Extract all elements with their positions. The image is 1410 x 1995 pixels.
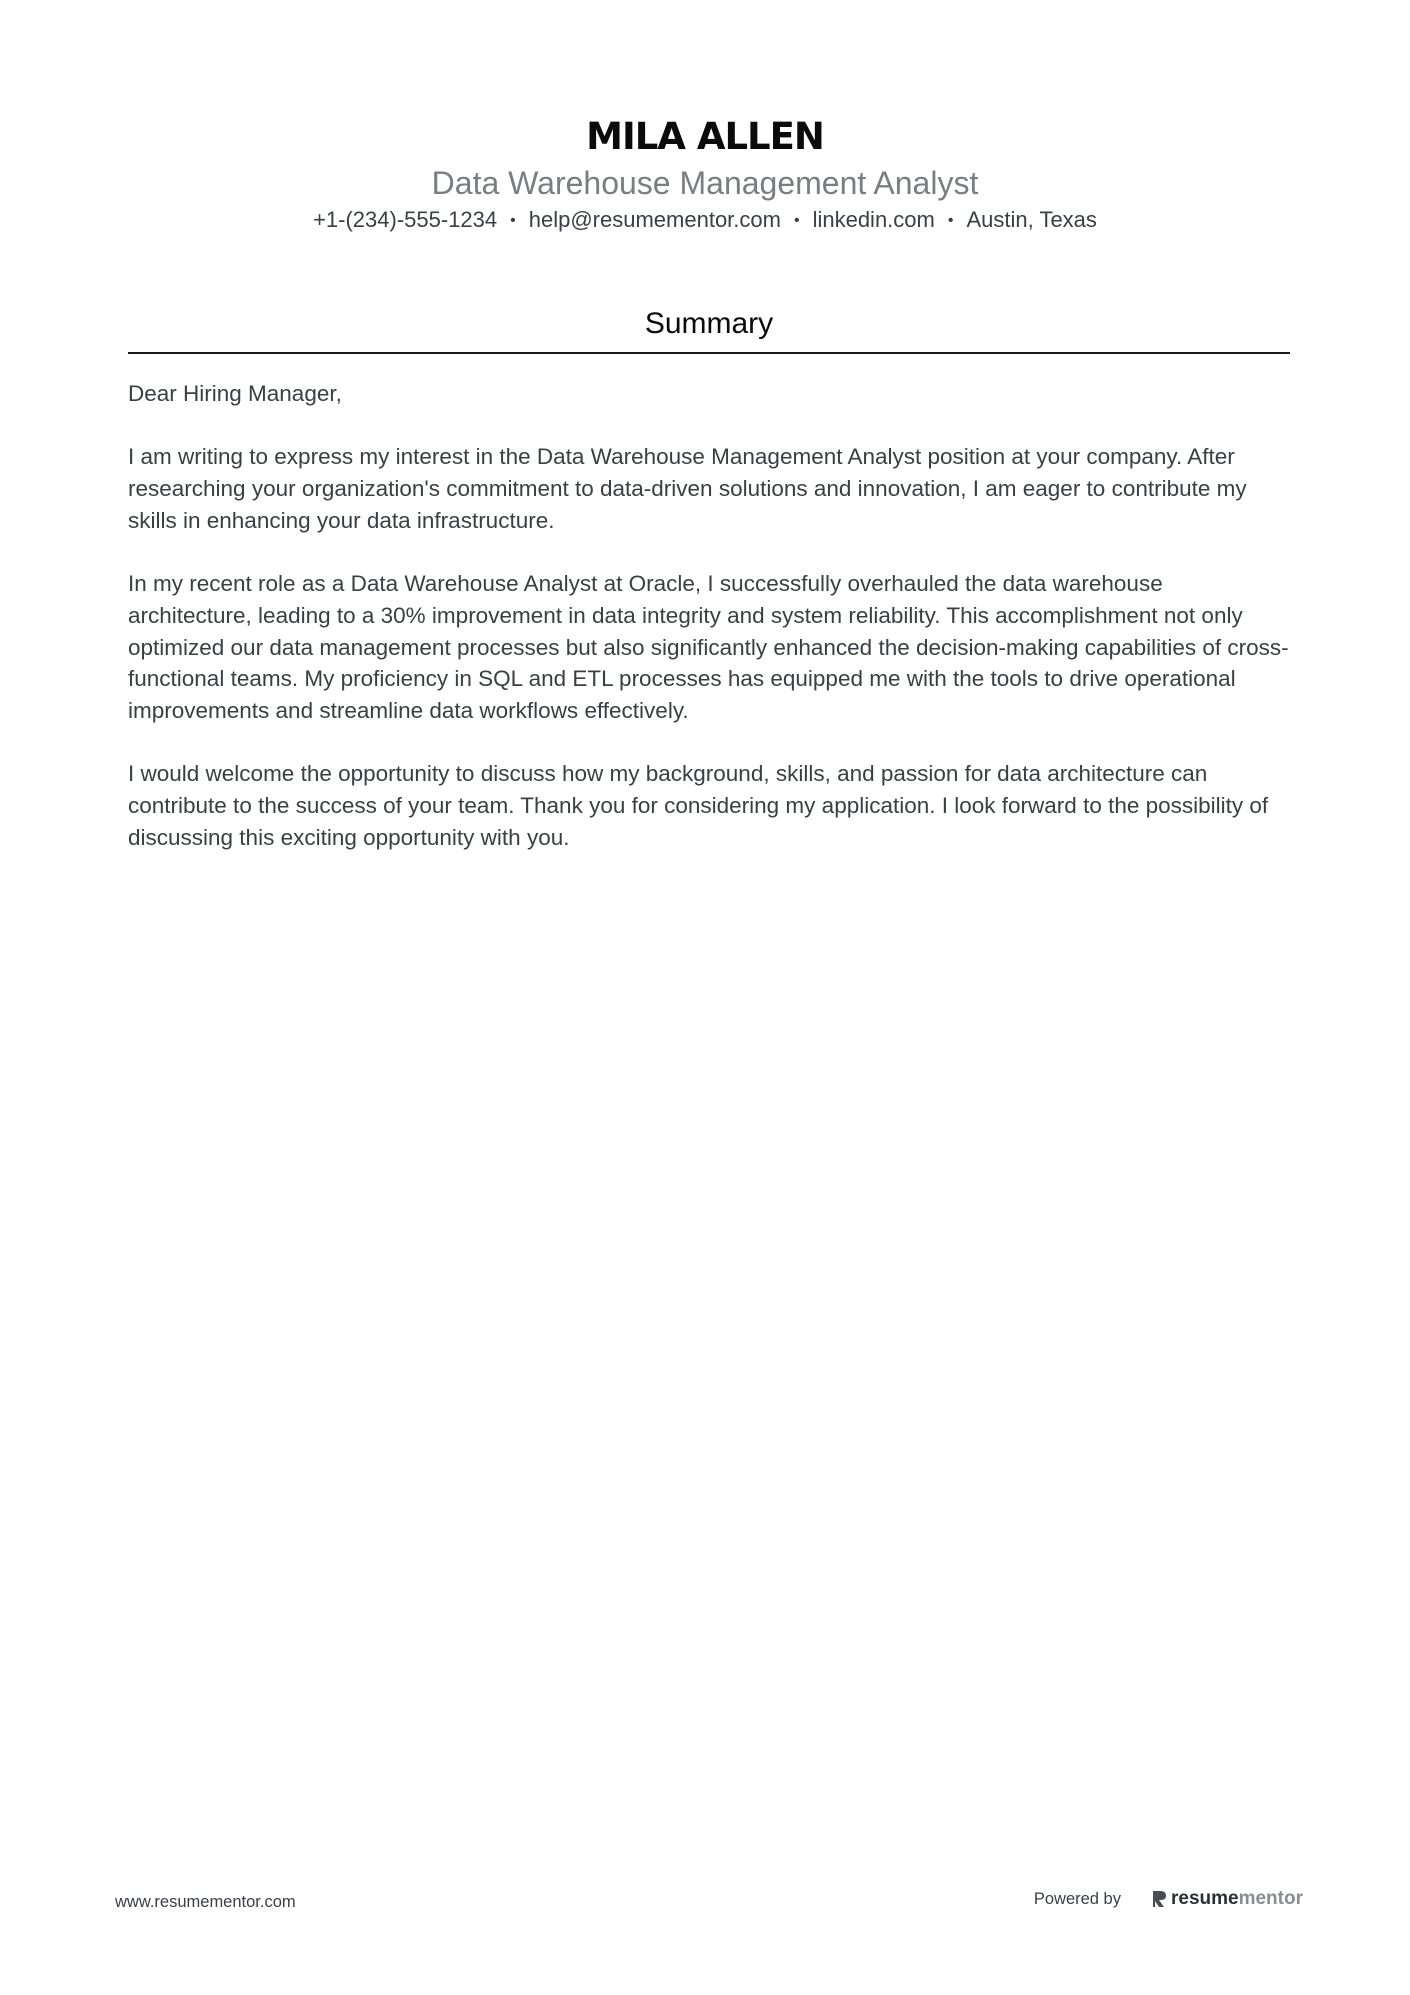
candidate-name: MILA ALLEN [586,115,824,158]
contact-email[interactable]: help@resumementor.com [528,207,781,232]
contact-location: Austin, Texas [966,207,1097,232]
brand-name-part1: resume [1170,1888,1239,1909]
footer-website[interactable]: www.resumementor.com [115,1893,296,1911]
paragraph-closing: I would welcome the opportunity to discuss how my background, skills, and passion for data architecture can contribute to the success of your team. Thank you for considering my application. I look forward to the possibility of discussing this exciting opportunity with you. [128,761,1269,850]
summary-section [128,302,1290,885]
brand-name-part2: mentor [1238,1888,1303,1909]
separator-dot: • [510,212,516,229]
contact-phone: +1-(234)-555-1234 [313,207,498,232]
salutation: Dear Hiring Manager, [128,381,342,406]
brand-logo[interactable] [1151,1888,1303,1910]
section-title: Summary [128,302,1290,354]
letter-body [128,378,1290,854]
contact-line [0,206,1410,237]
powered-by-label: Powered by [1033,1889,1121,1908]
paragraph-intro: I am writing to express my interest in the Data Warehouse Management Analyst position at your company. After researching your organization's commitment to data-driven solutions and innovation, I am eager to contribute my skills in enhancing your data infrastructure. [128,444,1247,533]
resume-header [0,112,1410,237]
candidate-title: Data Warehouse Management Analyst [431,165,979,201]
resumementor-logo-icon [1151,1889,1167,1909]
contact-linkedin[interactable]: linkedin.com [812,207,935,232]
footer-branding [1034,1888,1303,1910]
separator-dot: • [793,212,800,229]
separator-dot: • [947,212,954,229]
paragraph-experience: In my recent role as a Data Warehouse Analyst at Oracle, I successfully overhauled the data warehouse architecture, leading to a 30% improvement in data integrity and system reliability. This accomplishment not only optimized our data management processes but also significantly enhanced the decision-making capabilities of cross-functional teams. My proficiency in SQL and ETL processes has equipped me with the tools to drive operational improvements and streamline data workflows effectively. [128,571,1289,723]
